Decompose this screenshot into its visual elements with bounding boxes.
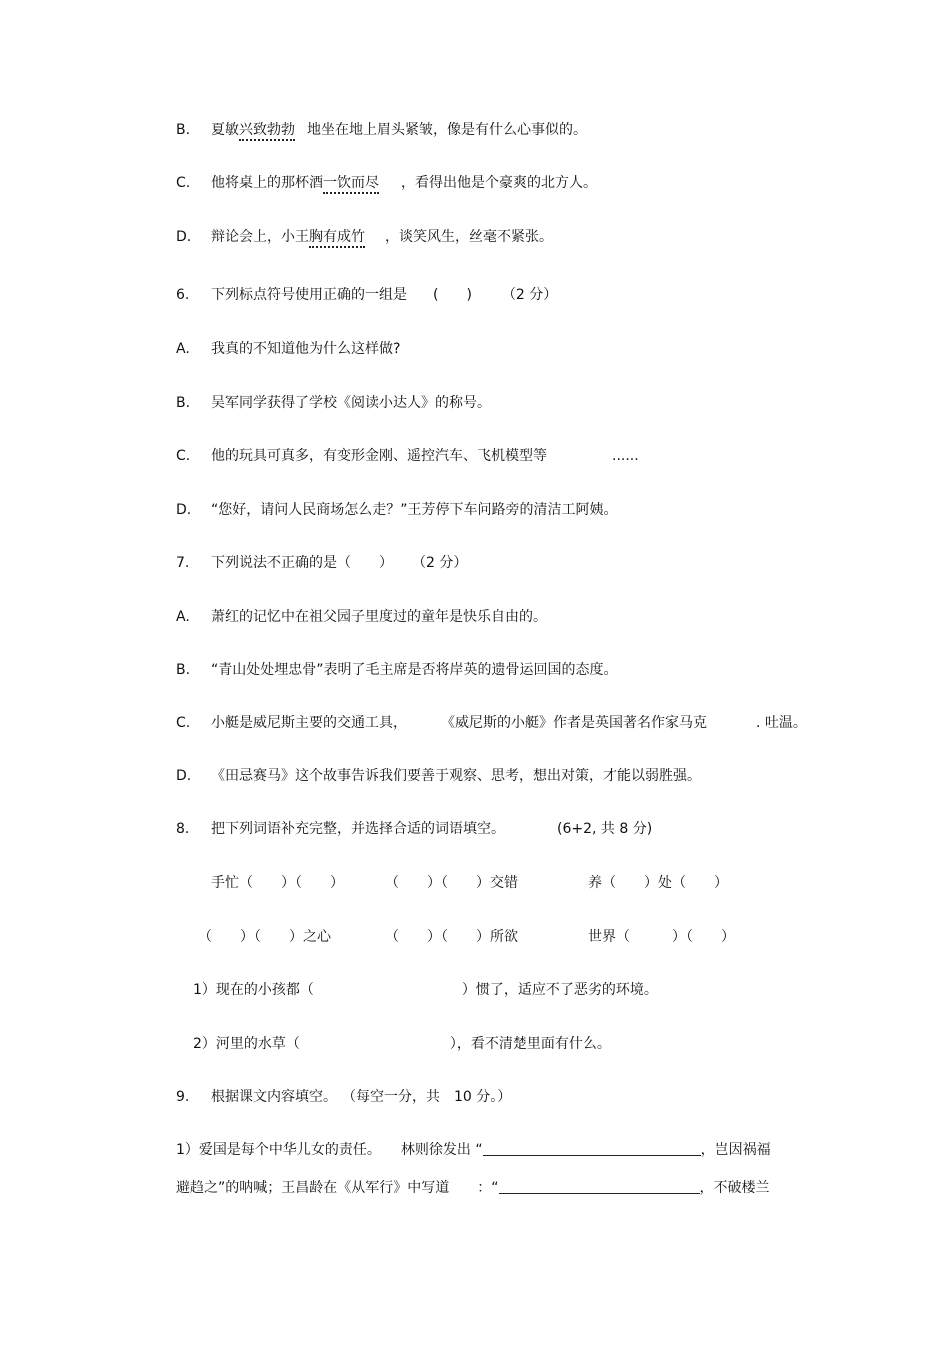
option-label: A. bbox=[176, 341, 190, 357]
option-text: 小艇是威尼斯主要的交通工具， bbox=[211, 715, 407, 731]
question-text: 下列说法不正确的是（ ） bbox=[211, 555, 393, 571]
answer-line[interactable] bbox=[499, 1179, 700, 1194]
answer-line[interactable] bbox=[483, 1141, 701, 1156]
option-label: B. bbox=[176, 662, 191, 678]
fill-text: ，岂因祸福 bbox=[700, 1142, 771, 1158]
q9-line-2 bbox=[176, 1178, 770, 1198]
sentence-text: ），看不清楚里面有什么。 bbox=[449, 1036, 611, 1052]
dotted-word: 兴致勃勃 bbox=[239, 122, 295, 141]
word-blank: 手忙（ ）（ ） bbox=[211, 875, 344, 891]
option-text: ，看得出他是个豪爽的北方人。 bbox=[401, 175, 597, 191]
option-text: 《田忌赛马》这个故事告诉我们要善于观察、思考，想出对策，才能以弱胜强。 bbox=[211, 768, 701, 784]
word-blank: 养（ ）处（ ） bbox=[588, 875, 728, 891]
word-blank: （ ）（ ）交错 bbox=[385, 875, 518, 891]
option-label: A. bbox=[176, 609, 190, 625]
option-label: D. bbox=[176, 768, 192, 784]
fill-text: 林则徐发出 “ bbox=[400, 1142, 483, 1158]
option-label: D. bbox=[176, 502, 192, 518]
q5-option-d bbox=[211, 227, 553, 247]
option-text: 他将桌上的那杯酒 bbox=[211, 175, 323, 191]
option-text: “您好，请问人民商场怎么走？”王芳停下车问路旁的清洁工阿姨。 bbox=[211, 502, 618, 518]
option-label: C. bbox=[176, 175, 191, 191]
question-number: 9. bbox=[176, 1089, 190, 1105]
option-label: B. bbox=[176, 395, 191, 411]
question-7-stem bbox=[211, 553, 467, 573]
option-text: 我真的不知道他为什么这样做? bbox=[211, 341, 401, 357]
score: （2 分） bbox=[419, 555, 468, 571]
option-text: ，谈笑风生，丝毫不紧张。 bbox=[385, 229, 553, 245]
question-text: 下列标点符号使用正确的一组是 bbox=[211, 287, 407, 303]
word-blank: （ ）（ ）所欲 bbox=[385, 929, 518, 945]
dotted-word: 一饮而尽 bbox=[323, 175, 379, 194]
score: (6+2, 共 8 分) bbox=[557, 821, 653, 837]
fill-text: 1）爱国是每个中华儿女的责任。 bbox=[176, 1142, 381, 1158]
question-number: 8. bbox=[176, 821, 190, 837]
q9-line-1 bbox=[176, 1140, 771, 1160]
q5-option-b bbox=[211, 120, 587, 140]
answer-paren: ( ) bbox=[433, 287, 472, 303]
option-text: . 吐温。 bbox=[756, 715, 807, 731]
option-label: D. bbox=[176, 229, 192, 245]
question-number: 6. bbox=[176, 287, 190, 303]
score: （2 分） bbox=[501, 287, 558, 303]
fill-sentence-1 bbox=[193, 980, 658, 1000]
word-blank: 世界（ ）（ ） bbox=[588, 929, 735, 945]
option-text: 地坐在地上眉头紧皱，像是有什么心事似的。 bbox=[307, 122, 587, 138]
fill-text: ，不破楼兰 bbox=[699, 1180, 770, 1196]
fill-text: ：“ bbox=[477, 1180, 499, 1196]
word-blank: （ ）（ ）之心 bbox=[198, 929, 331, 945]
dotted-word: 胸有成竹 bbox=[309, 229, 365, 248]
option-text: 夏敏 bbox=[211, 122, 239, 138]
question-9-stem bbox=[211, 1087, 511, 1107]
question-number: 7. bbox=[176, 555, 190, 571]
question-6-stem bbox=[211, 285, 557, 305]
option-text: 他的玩具可真多，有变形金刚、遥控汽车、飞机模型等 bbox=[211, 448, 547, 464]
option-text: “青山处处埋忠骨”表明了毛主席是否将岸英的遗骨运回国的态度。 bbox=[211, 662, 618, 678]
option-text: 《威尼斯的小艇》作者是英国著名作家马克 bbox=[441, 715, 707, 731]
option-label: C. bbox=[176, 715, 191, 731]
sentence-text: ）惯了，适应不了恶劣的环境。 bbox=[461, 982, 658, 998]
ellipsis: ...... bbox=[612, 448, 639, 464]
question-text: 根据课文内容填空。 bbox=[211, 1089, 337, 1105]
option-text: 吴军同学获得了学校《阅读小达人》的称号。 bbox=[211, 395, 491, 411]
fill-text: 避趋之”的呐喊；王昌龄在《从军行》中写道 bbox=[176, 1180, 450, 1196]
option-label: B. bbox=[176, 122, 191, 138]
score: （每空一分，共 10 分。） bbox=[349, 1089, 512, 1105]
option-label: C. bbox=[176, 448, 191, 464]
fill-sentence-2 bbox=[193, 1034, 611, 1054]
question-text: 把下列词语补充完整，并选择合适的词语填空。 bbox=[211, 821, 505, 837]
option-text: 萧红的记忆中在祖父园子里度过的童年是快乐自由的。 bbox=[211, 609, 547, 625]
sentence-text: 1）现在的小孩都（ bbox=[193, 982, 314, 998]
sentence-text: 2）河里的水草（ bbox=[193, 1036, 300, 1052]
option-text: 辩论会上，小王 bbox=[211, 229, 309, 245]
q5-option-c bbox=[211, 173, 597, 193]
